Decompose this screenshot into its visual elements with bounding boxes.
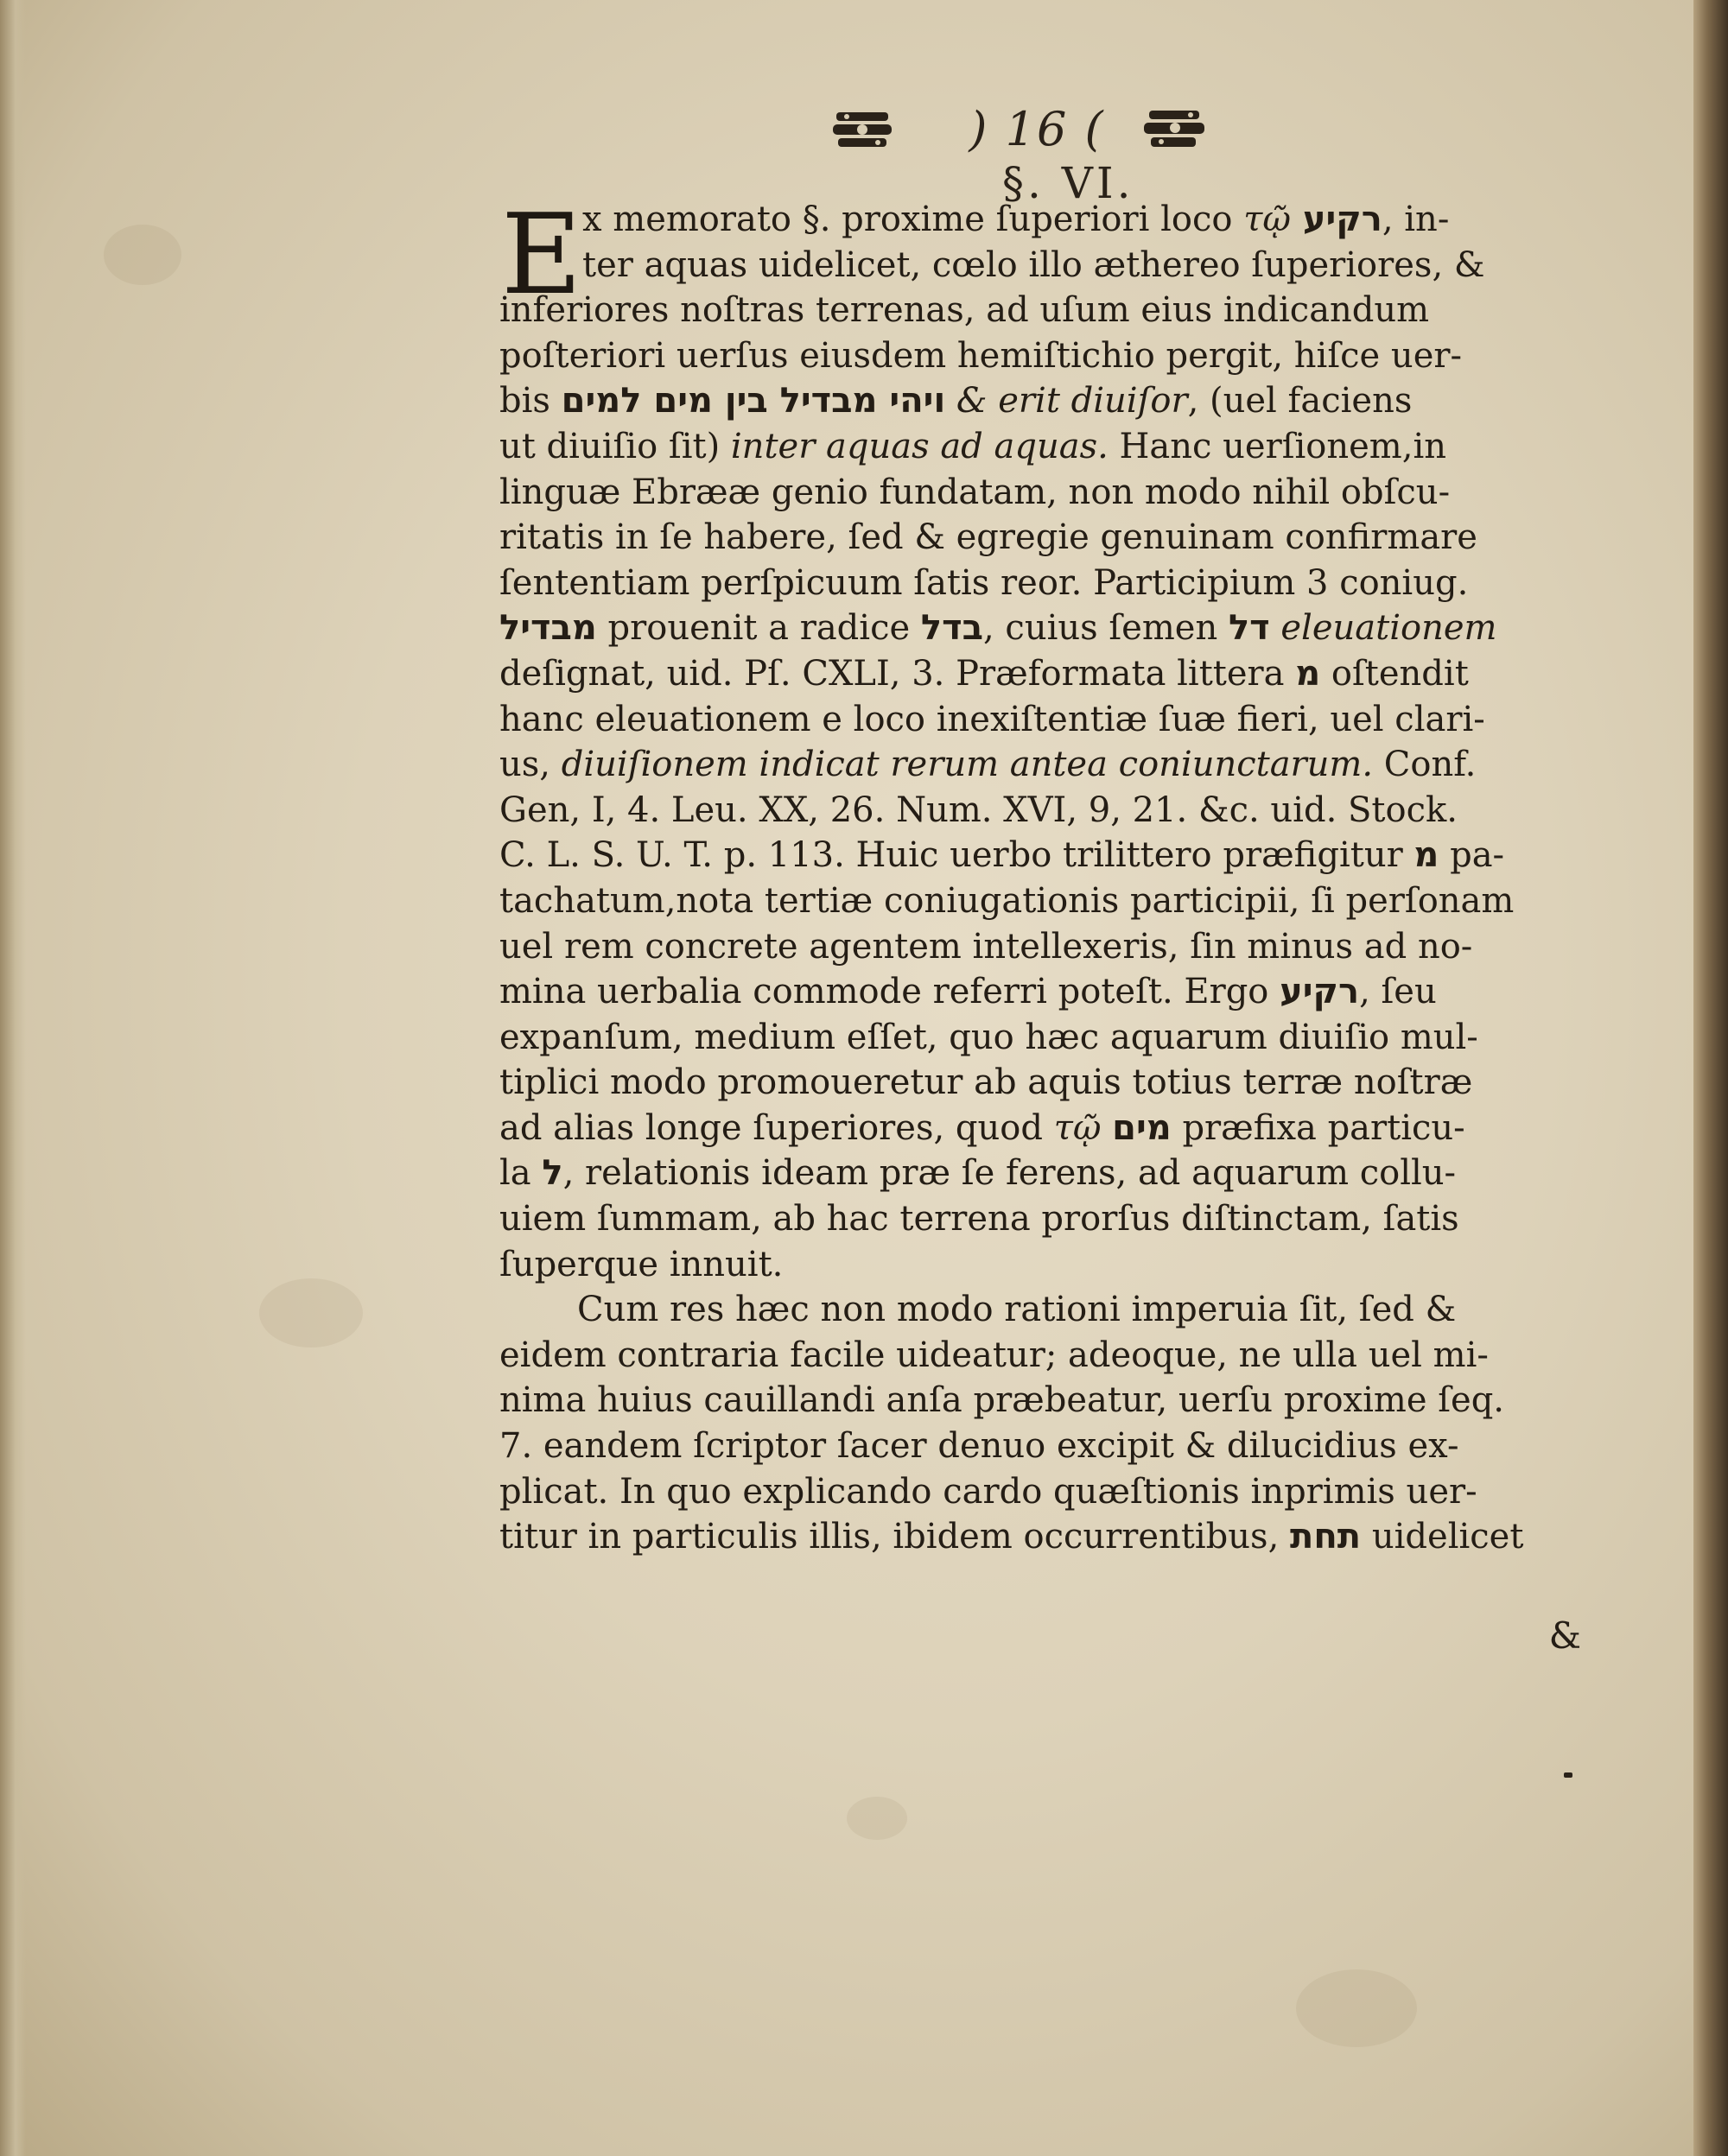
text-run: ritatis in ſe habere, ſed & egregie genuinam confirmare: [499, 517, 1477, 558]
drop-cap-initial: E: [501, 191, 582, 320]
text-run: ſententiam perſpicuum ſatis reor. Participium 3 coniug.: [499, 562, 1469, 603]
foxing-spot: [259, 1278, 363, 1348]
text-run: plicat. In quo explicando cardo quæſtionis inprimis uer-: [499, 1471, 1477, 1512]
text-line: [499, 333, 1581, 379]
text-run: titur in particulis illis, ibidem occurrentibus,: [499, 1517, 1290, 1557]
text-run: [1101, 1108, 1112, 1148]
text-run: , in-: [1382, 200, 1450, 239]
text-run: us,: [499, 745, 562, 785]
hebrew-text: מ: [1295, 653, 1321, 694]
text-run: , relationis ideam præ ſe ferens, ad aquarum collu-: [562, 1153, 1457, 1194]
text-line: [499, 742, 1581, 788]
printer-ornament-right: [1140, 105, 1210, 155]
text-run: uidelicet: [1361, 1517, 1524, 1557]
text-run: uiem ſummam, ab hac terrena prorſus diſtinctam, ſatis: [499, 1199, 1459, 1240]
text-run: nima huius cauillandi anſa præbeatur, uerſu proxime ſeq.: [499, 1380, 1505, 1421]
text-line: [499, 651, 1581, 697]
text-run: la: [499, 1153, 543, 1194]
text-run: Conf.: [1373, 745, 1477, 785]
body-text: [499, 191, 1581, 1560]
text-line: [499, 1060, 1581, 1106]
ink-speck: [1564, 1772, 1572, 1778]
text-run: Gen, I, 4. Leu. XX, 26. Num. XVI, 9, 21. &c. uid. Stock.: [499, 789, 1458, 830]
text-run: tachatum,nota tertiæ coniugationis participii, ſi perſonam: [499, 880, 1515, 921]
italic-text: τῷ: [1053, 1107, 1102, 1148]
hebrew-text: תחת: [1290, 1517, 1362, 1557]
text-run: poſteriori uerſus eiusdem hemiſtichio pergit, hiſce uer-: [499, 335, 1463, 376]
text-line: [499, 1242, 1581, 1288]
hebrew-text: מים: [1112, 1107, 1172, 1148]
text-run: ter aquas uidelicet, cœlo illo æthereo ſuperiores, &: [582, 244, 1485, 285]
text-run: eidem contraria facile uideatur; adeoque, ne ulla uel mi-: [499, 1335, 1489, 1375]
text-run: oſtendit: [1320, 653, 1469, 694]
hebrew-text: ל: [542, 1153, 563, 1194]
text-line: [499, 1378, 1581, 1424]
hebrew-text: ויהי מבדיל בין מים למים: [561, 381, 946, 422]
text-line: [499, 197, 1581, 243]
text-line: [499, 561, 1581, 606]
page-left-edge: [0, 0, 26, 2156]
text-line: [499, 1196, 1581, 1242]
text-line: [499, 1015, 1581, 1061]
text-run: linguæ Ebrææ genio fundatam, non modo nihil obſcu-: [499, 472, 1451, 512]
running-header: [829, 102, 1313, 162]
text-line: [499, 424, 1581, 470]
text-run: inferiores noſtras terrenas, ad uſum eius indicandum: [499, 290, 1430, 331]
text-run: [945, 381, 956, 421]
text-line: [499, 378, 1581, 424]
italic-text: & erit diuiſor: [956, 381, 1188, 422]
text-run: [1270, 608, 1281, 648]
italic-text: eleuationem: [1280, 608, 1497, 649]
binding-edge: [1693, 0, 1728, 2156]
text-line: [499, 470, 1581, 516]
text-line: [499, 515, 1581, 561]
catchword: &: [1548, 1614, 1581, 1657]
hebrew-text: בדל: [920, 608, 983, 649]
text-line: [499, 606, 1581, 651]
text-line: [499, 969, 1581, 1015]
text-run: mina uerbalia commode referri poteſt. Ergo: [499, 972, 1280, 1012]
text-line: [499, 924, 1581, 970]
foxing-spot: [1296, 1969, 1417, 2047]
text-line: [499, 1333, 1581, 1379]
text-line: [499, 878, 1581, 924]
text-run: 7. eandem ſcriptor ſacer denuo excipit & dilucidius ex-: [499, 1426, 1459, 1467]
text-line: [499, 1514, 1581, 1560]
hebrew-text: דל: [1228, 608, 1270, 649]
text-line: [499, 1424, 1581, 1469]
text-line: [499, 1287, 1581, 1333]
text-run: præfixa particu-: [1171, 1107, 1465, 1148]
text-run: x memorato §. proxime ſuperiori loco: [582, 200, 1244, 239]
text-run: bis: [499, 381, 562, 422]
text-line: [499, 697, 1581, 743]
italic-text: diuiſionem indicat rerum antea coniunctarum.: [561, 745, 1374, 785]
foxing-spot: [847, 1797, 907, 1840]
page-number: ) 16 (: [969, 102, 1105, 156]
hebrew-text: מבדיל: [499, 608, 597, 649]
text-run: Hanc uerſionem,in: [1108, 426, 1447, 466]
text-run: tiplici modo promoueretur ab aquis totius terræ noſtræ: [499, 1062, 1473, 1103]
text-run: ſuperque innuit.: [499, 1244, 784, 1284]
text-run: , (uel faciens: [1187, 381, 1413, 422]
text-run: uel rem concrete agentem intellexeris, ſin minus ad no-: [499, 926, 1473, 967]
text-line: [499, 1469, 1581, 1515]
italic-text: τῷ: [1243, 200, 1291, 239]
text-run: Cum res hæc non modo rationi imperuia ſit, ſed &: [577, 1290, 1457, 1330]
text-line: [499, 788, 1581, 834]
text-line: [499, 243, 1581, 289]
text-run: , ſeu: [1359, 972, 1437, 1012]
hebrew-text: מ: [1414, 835, 1439, 876]
text-run: deſignat, uid. Pſ. CXLI, 3. Præformata littera: [499, 653, 1296, 694]
text-line: [499, 1151, 1581, 1196]
text-line: [499, 833, 1581, 878]
text-run: ad alias longe ſuperiores, quod: [499, 1107, 1054, 1148]
text-run: ut diuiſio ſit): [499, 426, 731, 466]
text-line: [499, 1106, 1581, 1151]
text-run: prouenit a radice: [596, 608, 921, 649]
foxing-spot: [104, 225, 181, 285]
text-run: , cuius ſemen: [982, 608, 1229, 649]
text-run: hanc eleuationem e loco inexiſtentiæ ſuæ fieri, uel clari-: [499, 699, 1485, 739]
text-run: pa-: [1439, 835, 1505, 876]
hebrew-text: רקיע: [1280, 972, 1360, 1012]
text-run: expanſum, medium eſſet, quo hæc aquarum diuiſio mul-: [499, 1017, 1478, 1057]
printer-ornament-left: [829, 105, 899, 155]
text-run: C. L. S. U. T. p. 113. Huic uerbo trilittero præfigitur: [499, 835, 1414, 876]
italic-text: inter aquas ad aquas.: [730, 426, 1109, 466]
hebrew-text: רקיע: [1290, 200, 1382, 239]
section-heading: §. VI.: [1002, 158, 1134, 208]
text-line: [499, 288, 1581, 333]
